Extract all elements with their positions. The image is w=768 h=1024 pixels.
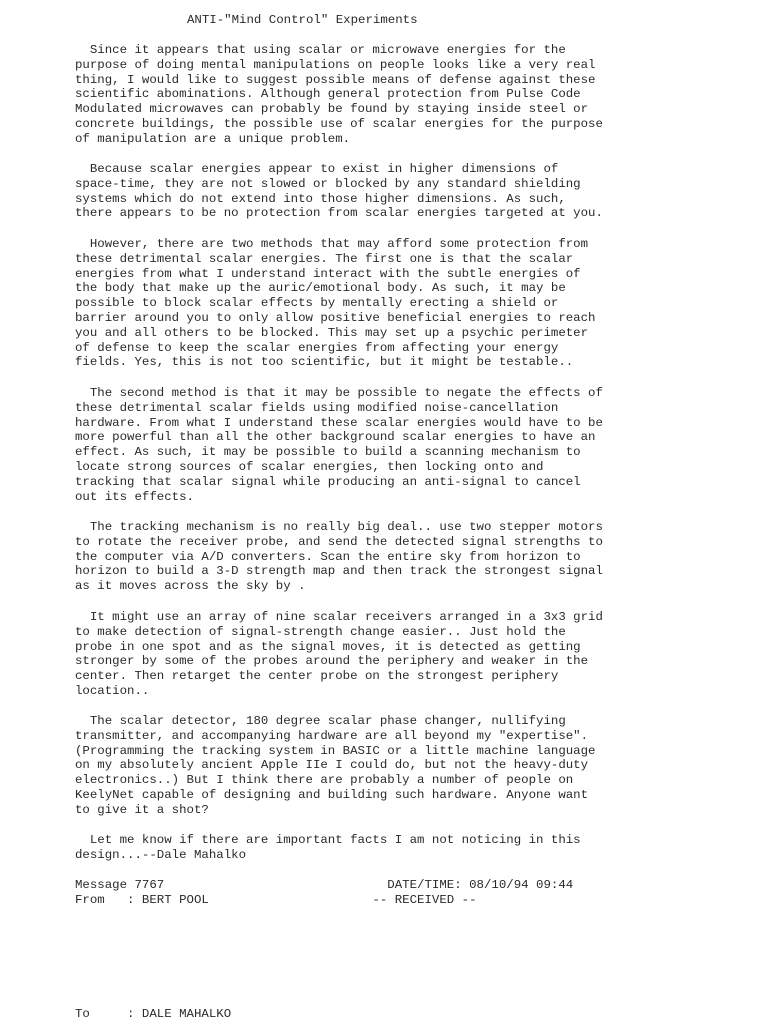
message-header: Message 7767 DATE/TIME: 08/10/94 09:44 From : BERT POOL -- RECEIVED -- xyxy=(75,878,574,907)
paragraph-second-method: The second method is that it may be possible to negate the effects of these detrimental scalar fields using modified noise-cancellation hardware. From what I understand these scalar energies would have to be more powerful than all the other background scalar energies to have an effect. As such, it may be possible to build a scanning mechanism to locate strong sources of scalar energies, then locking onto and tracking that scalar signal while producing an anti-signal to cancel out its effects. xyxy=(75,386,603,504)
paragraph-intro: Since it appears that using scalar or microwave energies for the purpose of doing mental manipulations on people looks like a very real thing, I would like to suggest possible means of defense against these scientific abominations. Although general protection from Pulse Code Modulated microwaves can probably be found by staying inside steel or concrete buildings, the possible use of scalar energies for the purpose of manipulation are a unique problem. xyxy=(75,43,603,146)
paragraph-tracking-mechanism: The tracking mechanism is no really big deal.. use two stepper motors to rotate the receiver probe, and send the detected signal strengths to the computer via A/D converters. Scan the entire sky from horizon to horizon to build a 3-D strength map and then track the strongest signal as it moves across the sky by . xyxy=(75,520,603,594)
paragraph-first-method: However, there are two methods that may afford some protection from these detrimental scalar energies. The first one is that the scalar energies from what I understand interact with the subtle energies of the body that make up the auric/emotional body. As such, it may be possible to block scalar effects by mentally erecting a shield or barrier around you to only allow positive beneficial energies to reach you and all others to be blocked. This may set up a psychic perimeter of defense to keep the scalar energies from affecting your energy fields. Yes, this is not too scientific, but it might be testable.. xyxy=(75,237,596,370)
paragraph-hardware: The scalar detector, 180 degree scalar phase changer, nullifying transmitter, and accompanying hardware are all beyond my "expertise". (Programming the tracking system in BASIC or a little machine language on my absolutely ancient Apple IIe I could do, but not the heavy-duty electronics..) But I think there are probably a number of people on KeelyNet capable of designing and building such hardware. Anyone want to give it a shot? xyxy=(75,714,596,817)
paragraph-receiver-array: It might use an array of nine scalar receivers arranged in a 3x3 grid to make detection of signal-strength change easier.. Just hold the probe in one spot and as the signal moves, it is detected as getting stronger by some of the probes around the periphery and weaker in the center. Then retarget the center probe on the strongest periphery location.. xyxy=(75,610,603,698)
paragraph-scalar-dimensions: Because scalar energies appear to exist in higher dimensions of space-time, they are not slowed or blocked by any standard shielding systems which do not extend into those higher dimensions. As such, there appears to be no protection from scalar energies targeted at you. xyxy=(75,162,603,221)
document-title: ANTI-"Mind Control" Experiments xyxy=(187,13,418,27)
paragraph-signoff: Let me know if there are important facts I am not noticing in this design...--Dale Mahalko xyxy=(75,833,581,862)
message-to-line: To : DALE MAHALKO xyxy=(75,1007,232,1021)
